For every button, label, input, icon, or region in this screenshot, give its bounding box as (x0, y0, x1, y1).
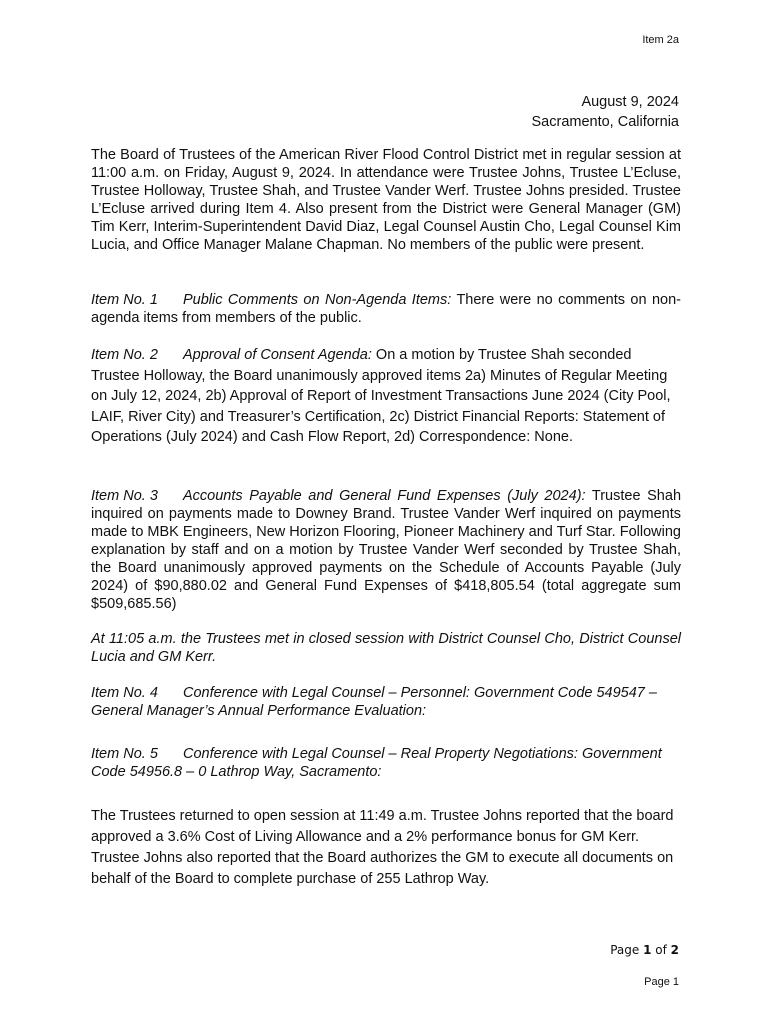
item-title: Conference with Legal Counsel – Real Property Negotiations: Government Code 54956.8 – 0 Lathrop Way, Sacramento: (91, 746, 662, 780)
page-number (610, 943, 679, 957)
agenda-item-2 (91, 345, 681, 448)
page-prefix: Page (610, 943, 644, 957)
item-number: Item No. 4 (91, 685, 158, 701)
page-current: 1 (643, 943, 652, 957)
intro-text: The Board of Trustees of the American River Flood Control District met in regular session at 11:00 a.m. on Friday, August 9, 2024. In attendance were Trustee Johns, Trustee L’Ecluse, Trustee Holloway, Trustee Shah, and Trustee Vander Werf. Trustee Johns presided. Trustee L’Ecluse arrived during Item 4. Also present from the District were General Manager (GM) Tim Kerr, Interim-Superintendent David Diaz, Legal Counsel Austin Cho, Legal Counsel Kim Lucia, and Office Manager Malane Chapman. No members of the public were present. (91, 147, 681, 253)
item-number: Item No. 5 (91, 746, 158, 762)
agenda-item-5 (91, 745, 681, 781)
page-of: of (651, 943, 671, 957)
return-session-paragraph (91, 806, 681, 890)
item-title: Approval of Consent Agenda: (183, 347, 372, 363)
closed-session-text: At 11:05 a.m. the Trustees met in closed session with District Counsel Cho, District Counsel Lucia and GM Kerr. (91, 631, 681, 665)
item-text: There were no comments on non-agenda items from members of the public. (91, 292, 681, 326)
page-footer-label: Page 1 (644, 976, 679, 988)
item-label: Item 2a (642, 34, 679, 46)
item-title: Accounts Payable and General Fund Expenses (July 2024): (183, 488, 586, 504)
item-number: Item No. 3 (91, 488, 158, 504)
item-title: Public Comments on Non-Agenda Items: (183, 292, 452, 308)
item-text: On a motion by Trustee Shah seconded Trustee Holloway, the Board unanimously approved items 2a) Minutes of Regular Meeting on July 12, 2024, 2b) Approval of Report of Investment Transactions June 2024 (City Pool, LAIF, River City) and Treasurer’s Certification, 2c) District Financial Reports: Statement of Operations (July 2024) and Cash Flow Report, 2d) Correspondence: None. (91, 347, 671, 445)
intro-paragraph (91, 146, 681, 254)
item-number: Item No. 2 (91, 347, 158, 363)
item-number: Item No. 1 (91, 292, 158, 308)
closed-session-paragraph (91, 630, 681, 666)
agenda-item-1 (91, 291, 681, 327)
item-text: Trustee Shah inquired on payments made to Downey Brand. Trustee Vander Werf inquired on payments made to MBK Engineers, New Horizon Flooring, Pioneer Machinery and Turf Star. Following explanation by staff and on a motion by Trustee Vander Werf seconded by Trustee Shah, the Board unanimously approved payments on the Schedule of Accounts Payable (July 2024) of $90,880.02 and General Fund Expenses of $418,805.54 (total aggregate sum $509,685.56) (91, 488, 682, 612)
page-total: 2 (670, 943, 679, 957)
agenda-item-3 (91, 487, 681, 613)
item-title: Conference with Legal Counsel – Personnel: Government Code 549547 – General Manager’s Annual Performance Evaluation: (91, 685, 657, 719)
dateline (532, 92, 680, 132)
meeting-date: August 9, 2024 (581, 94, 679, 110)
return-session-text: The Trustees returned to open session at 11:49 a.m. Trustee Johns reported that the board approved a 3.6% Cost of Living Allowance and a 2% performance bonus for GM Kerr. Trustee Johns also reported that the Board authorizes the GM to execute all documents on behalf of the Board to complete purchase of 255 Lathrop Way. (91, 808, 674, 887)
agenda-item-4 (91, 684, 681, 720)
meeting-location: Sacramento, California (531, 114, 679, 130)
